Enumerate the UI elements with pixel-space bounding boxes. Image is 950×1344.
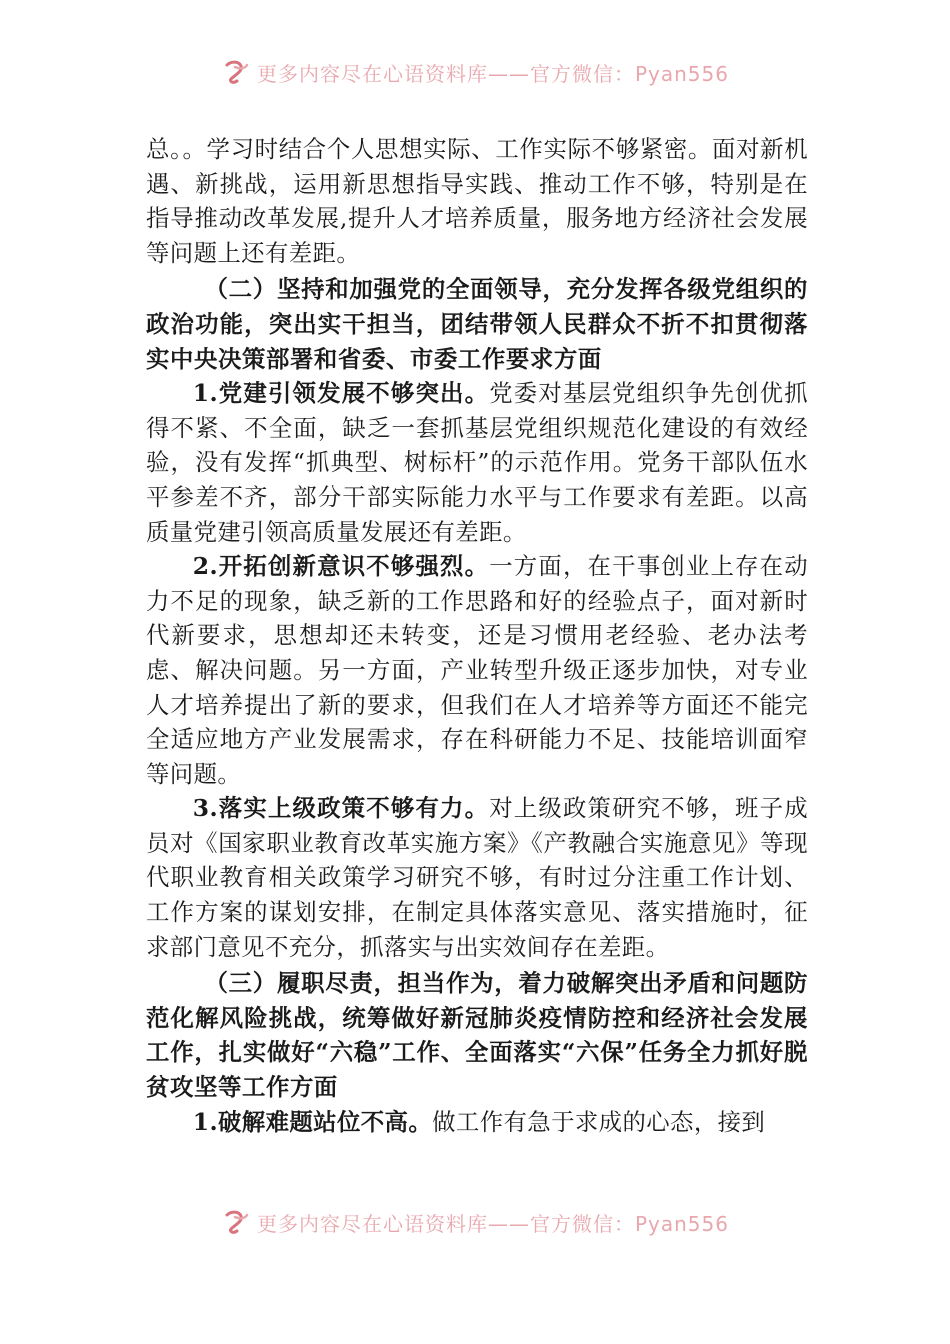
item-body: 做工作有急于求成的心态，接到 (432, 1107, 766, 1136)
item-lead: 1.破解难题站位不高。 (192, 1107, 433, 1136)
section-heading-2: （二）坚持和加强党的全面领导，充分发挥各级党组织的政治功能，突出实干担当，团结带领人民群众不折不扣贯彻落实中央决策部署和省委、市委工作要求方面 (146, 275, 808, 373)
paragraph-intro: 总。。学习时结合个人思想实际、工作实际不够紧密。面对新机遇、新挑战，运用新思想指导实践、推动工作不够，特别是在指导推动改革发展,提升人才培养质量，服务地方经济社会发展等问题上还有差距。 (146, 135, 808, 267)
item-lead: 1.党建引领发展不够突出。 (192, 379, 490, 408)
list-item-2 (146, 549, 808, 791)
header-watermark (0, 52, 950, 92)
watermark-text: 更多内容尽在心语资料库——官方微信：Pyan556 (256, 1211, 729, 1236)
document-body (146, 132, 808, 1139)
item-body: 对上级政策研究不够，班子成员对《国家职业教育改革实施方案》《产教融合实施意见》等现代职业教育相关政策学习研究不够，有时过分注重工作计划、工作方案的谋划安排，在制定具体落实意见、落实措施时，征求部门意见不充分，抓落实与出实效间存在差距。 (146, 794, 808, 961)
list-item-1 (146, 376, 808, 549)
item-lead: 3.落实上级政策不够有力。 (192, 794, 490, 823)
ribbon-logo-icon (221, 57, 251, 87)
item-lead: 2.开拓创新意识不够强烈。 (192, 552, 490, 581)
list-item-4 (146, 1105, 808, 1140)
item-body: 一方面，在干事创业上存在动力不足的现象，缺乏新的工作思路和好的经验点子，面对新时代新要求，思想却还未转变，还是习惯用老经验、老办法考虑、解决问题。另一方面，产业转型升级正逐步加快，对专业人才培养提出了新的要求，但我们在人才培养等方面还不能完全适应地方产业发展需求，存在科研能力不足、技能培训面窄等问题。 (146, 552, 808, 788)
item-body: 党委对基层党组织争先创优抓得不紧、不全面，缺乏一套抓基层党组织规范化建设的有效经验，没有发挥“抓典型、树标杆”的示范作用。党务干部队伍水平参差不齐，部分干部实际能力水平与工作要求有差距。以高质量党建引领高质量发展还有差距。 (146, 379, 808, 546)
watermark-text: 更多内容尽在心语资料库——官方微信：Pyan556 (256, 61, 729, 86)
footer-watermark (0, 1202, 950, 1242)
section-heading-3: （三）履职尽责，担当作为，着力破解突出矛盾和问题防范化解风险挑战，统筹做好新冠肺炎疫情防控和经济社会发展工作，扎实做好“六稳”工作、全面落实“六保”任务全力抓好脱贫攻坚等工作方面 (146, 969, 808, 1102)
ribbon-logo-icon (221, 1207, 251, 1237)
list-item-3 (146, 791, 808, 964)
